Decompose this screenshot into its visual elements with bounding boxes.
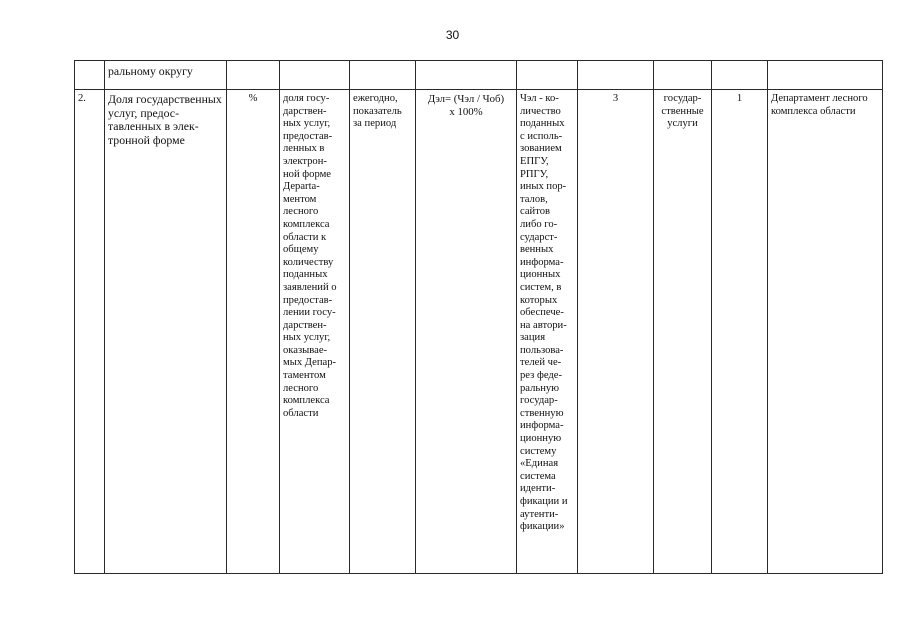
table-cell [517, 61, 578, 90]
periodicity-cell: ежегодно, показатель за период [350, 90, 416, 574]
table-row [75, 90, 883, 574]
responsible-cell: Департамент лесного комплекса области [768, 90, 883, 574]
formula-cell: Дэл= (Чэл / Чоб) x 100% [416, 90, 517, 574]
table-cell [578, 61, 654, 90]
row-index-cell: 2. [75, 90, 105, 574]
variables-cell: Чэл - ко- личество поданных с исполь- зованием ЕПГУ, РПГУ, иных пор- талов, сайтов либо го- сударст- венных информа- ционных систем, в которых обеспече- на автори- зация пользова- телей че- рез феде- ральную государ- ственную информа- ционную систему «Единая система иденти- фикации и аутенти- фикации» [517, 90, 578, 574]
page-number: 30 [445, 28, 460, 42]
method-code-cell: 3 [578, 90, 654, 574]
table-cell [416, 61, 517, 90]
responsible-code-cell: 1 [712, 90, 768, 574]
indicator-name-cell: Доля государственных услуг, предоставленных в электронной форме [105, 90, 227, 574]
table-cell [712, 61, 768, 90]
table-cell [280, 61, 350, 90]
table-cell [654, 61, 712, 90]
table-cell-name: ральному округу [105, 61, 227, 90]
table-cell [350, 61, 416, 90]
table-row [75, 61, 883, 90]
definition-cell: доля госу- дарствен- ных услуг, предостав- ленных в электрон- ной форме Деparta- ментом лесного комплекса области к общему количеству поданных заявлений о предостав- лении госу- дарствен- ных услуг, оказывае- мых Депар- таментом лесного комплекса области [280, 90, 350, 574]
table-cell [768, 61, 883, 90]
table-cell [75, 61, 105, 90]
indicator-table [74, 60, 883, 574]
unit-cell: % [227, 90, 280, 574]
table-cell [227, 61, 280, 90]
source-cell: государственные услуги [654, 90, 712, 574]
